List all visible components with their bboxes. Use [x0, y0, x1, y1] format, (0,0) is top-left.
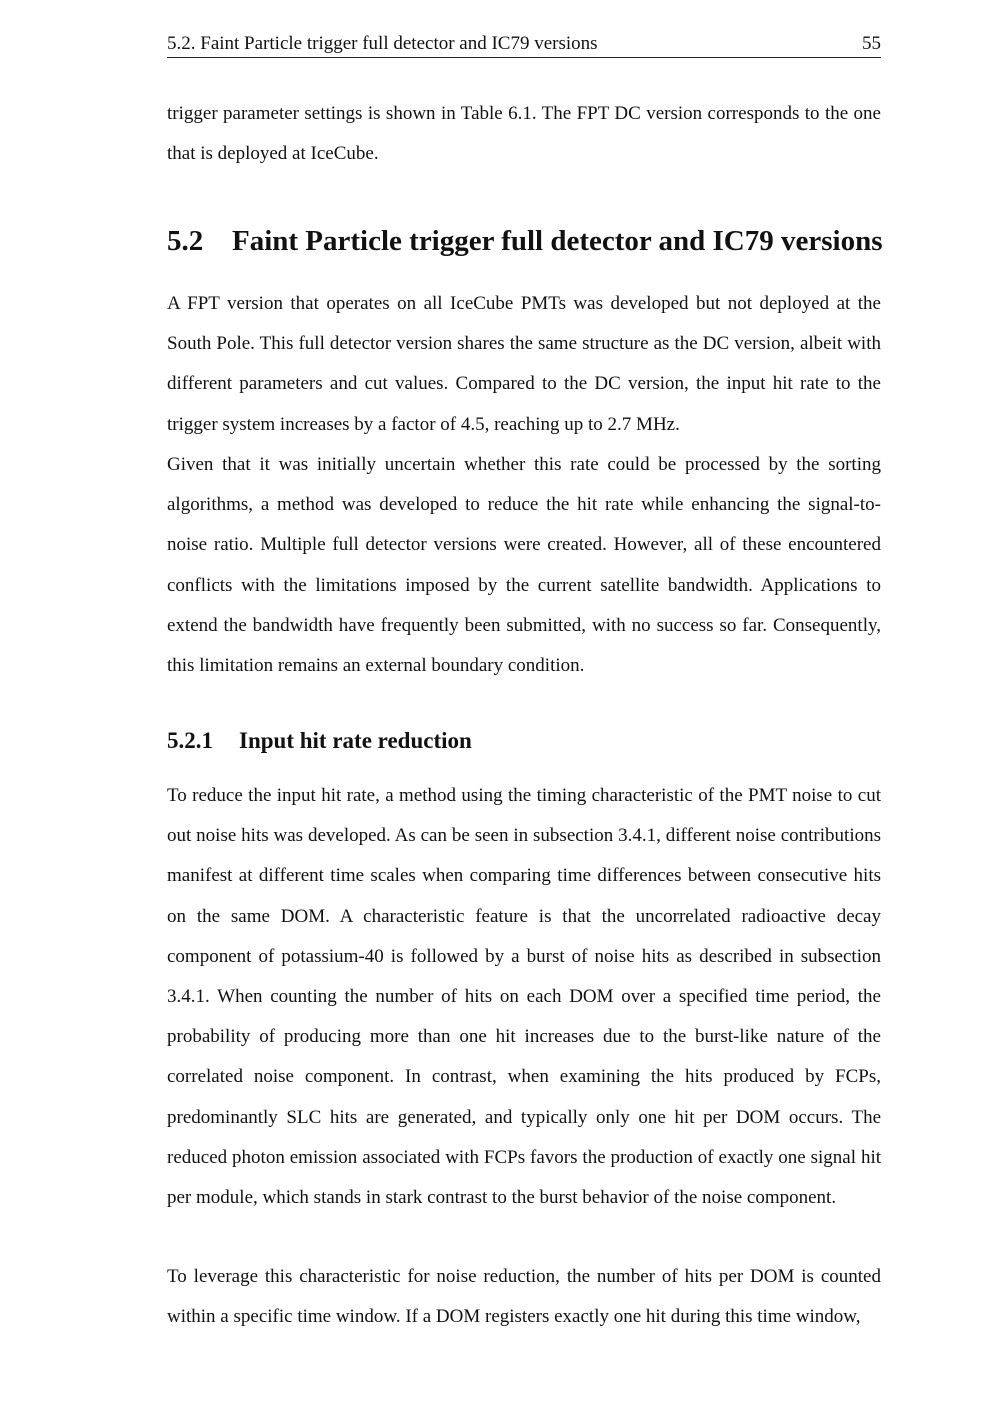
- running-header-title: 5.2. Faint Particle trigger full detector and IC79 versions: [167, 33, 598, 54]
- page-number: 55: [862, 33, 881, 54]
- subsection-number: 5.2.1: [167, 728, 213, 753]
- section-heading: [167, 220, 887, 262]
- section-title: Faint Particle trigger full detector and IC79 versions: [232, 225, 883, 257]
- subsection-paragraph-2: To leverage this characteristic for noise reduction, the number of hits per DOM is counted within a specific time window. If a DOM registers exactly one hit during this time window,: [167, 1266, 881, 1328]
- section-paragraph-2: Given that it was initially uncertain whether this rate could be processed by the sorting algorithms, a method was developed to reduce the hit rate while enhancing the signal-to-noise ratio. Multiple full detector versions were created. However, all of these encountered conflicts with the limitations imposed by the current satellite bandwidth. Applications to extend the bandwidth have frequently been submitted, with no success so far. Consequently, this limitation remains an external boundary condition.: [167, 454, 881, 677]
- intro-paragraph: trigger parameter settings is shown in Table 6.1. The FPT DC version corresponds to the one that is deployed at IceCube.: [167, 103, 881, 165]
- subsection-title: Input hit rate reduction: [239, 728, 472, 753]
- subsection-heading: [167, 722, 881, 760]
- section-paragraph-1: A FPT version that operates on all IceCube PMTs was developed but not deployed at the South Pole. This full detector version shares the same structure as the DC version, albeit with different parameters and cut values. Compared to the DC version, the input hit rate to the trigger system increases by a factor of 4.5, reaching up to 2.7 MHz.: [167, 293, 881, 435]
- section-number: 5.2: [167, 225, 204, 257]
- running-header: [167, 31, 881, 58]
- subsection-paragraph-1: To reduce the input hit rate, a method using the timing characteristic of the PMT noise to cut out noise hits was developed. As can be seen in subsection 3.4.1, different noise contributions manifest at different time scales when comparing time differences between consecutive hits on the same DOM. A characteristic feature is that the uncorrelated radioactive decay component of potassium-40 is followed by a burst of noise hits as described in subsection 3.4.1. When counting the number of hits on each DOM over a specified time period, the probability of producing more than one hit increases due to the burst-like nature of the correlated noise component. In contrast, when examining the hits produced by FCPs, predominantly SLC hits are generated, and typically only one hit per DOM occurs. The reduced photon emission associated with FCPs favors the production of exactly one signal hit per module, which stands in stark contrast to the burst behavior of the noise component.: [167, 785, 881, 1209]
